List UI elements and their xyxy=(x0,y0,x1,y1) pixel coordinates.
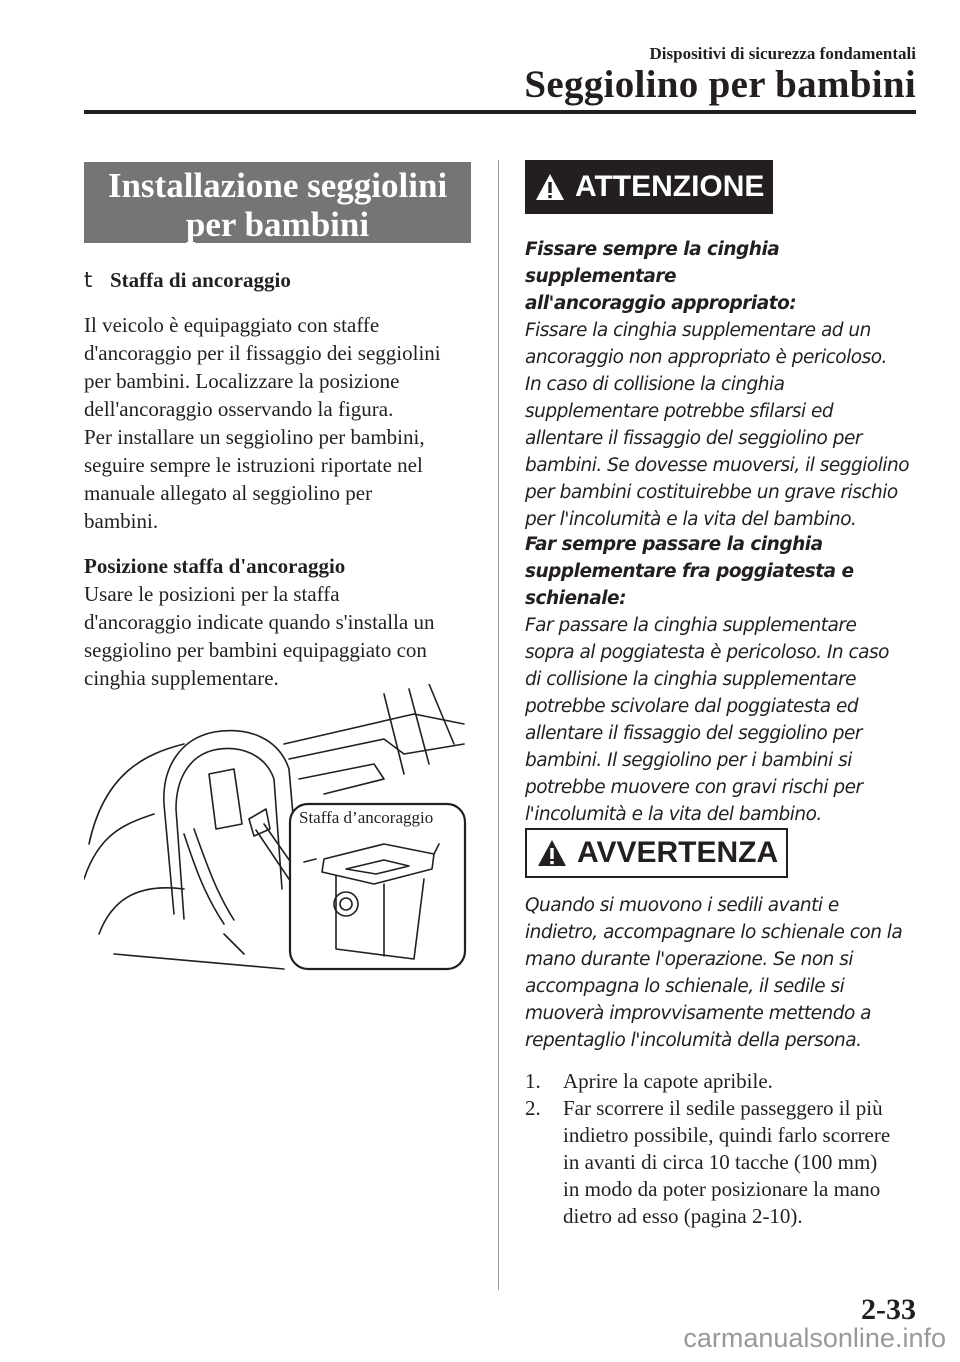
text-line: In caso di collisione la cinghia xyxy=(525,374,785,395)
text-line: seggiolino per bambini equipaggiato con xyxy=(84,638,427,662)
warning-heading-line: Fissare sempre la cinghia supplementare xyxy=(525,239,780,287)
text-line: in modo da poter posizionare la mano xyxy=(563,1177,881,1201)
text-line: bambini. Se dovesse muoversi, il seggiolino xyxy=(525,455,910,476)
text-line: potrebbe scivolare dal poggiatesta ed xyxy=(525,696,859,717)
bullet-heading-text: Staffa di ancoraggio xyxy=(110,268,291,292)
text-line: seguire sempre le istruzioni riportate nel xyxy=(84,453,423,477)
step-number: 2. xyxy=(525,1096,541,1120)
text-line: supplementare potrebbe sfilarsi ed xyxy=(525,401,834,422)
text-line: accompagna lo schienale, il sedile si xyxy=(525,976,845,997)
warning-icon xyxy=(537,839,567,867)
warning-heading-line: all'ancoraggio appropriato: xyxy=(525,293,797,314)
text-line: cinghia supplementare. xyxy=(84,666,279,690)
text-line: muoverà improvvisamente mettendo a xyxy=(525,1003,871,1024)
subheading: Posizione staffa d'ancoraggio xyxy=(84,554,346,578)
text-line: d'ancoraggio per il fissaggio dei seggiolini xyxy=(84,341,441,365)
procedure-steps xyxy=(525,1068,925,1230)
warning-heading-line: Far sempre passare la cinghia xyxy=(525,534,823,555)
text-line: allentare il fissaggio del seggiolino per xyxy=(525,428,862,449)
text-line: indietro, accompagnare lo schienale con la xyxy=(525,922,903,943)
text-line: Fissare la cinghia supplementare ad un xyxy=(525,320,871,341)
page-number: 2-33 xyxy=(861,1293,916,1326)
running-header-title: Seggiolino per bambini xyxy=(524,63,916,106)
text-line: Far scorrere il sedile passeggero il più xyxy=(563,1096,883,1120)
list-item xyxy=(525,1095,925,1230)
intro-paragraph xyxy=(84,311,484,535)
text-line: per bambini costituirebbe un grave rischio xyxy=(525,482,898,503)
text-line: per l'incolumità e la vita del bambino. xyxy=(525,509,857,530)
header-rule xyxy=(84,110,916,114)
text-line: bambini. xyxy=(84,509,159,533)
watermark: carmanualsonline.info xyxy=(683,1323,946,1353)
avvertenza-label xyxy=(525,828,788,878)
section-title: Installazione seggiolini per bambini xyxy=(107,166,448,244)
bullet-mark: t xyxy=(84,268,93,292)
text-line: potrebbe muovere con gravi rischi per xyxy=(525,777,863,798)
text-line: Il veicolo è equipaggiato con staffe xyxy=(84,313,380,337)
step-number: 1. xyxy=(525,1069,541,1093)
text-line: repentaglio l'incolumità della persona. xyxy=(525,1030,862,1051)
warning-heading-line: supplementare fra poggiatesta e schienale: xyxy=(525,561,854,609)
attenzione-text-2 xyxy=(525,531,920,828)
list-item xyxy=(525,1068,925,1095)
position-paragraph xyxy=(84,552,484,692)
running-header-chapter: Dispositivi di sicurezza fondamentali xyxy=(649,44,916,63)
avvertenza-label-text: AVVERTENZA xyxy=(577,836,779,869)
text-line: d'ancoraggio indicate quando s'installa un xyxy=(84,610,435,634)
text-line: ancoraggio non appropriato è pericoloso. xyxy=(525,347,887,368)
text-line: dell'ancoraggio osservando la figura. xyxy=(84,397,394,421)
attenzione-text-1 xyxy=(525,236,920,533)
text-line: Per installare un seggiolino per bambini, xyxy=(84,425,425,449)
avvertenza-text xyxy=(525,892,920,1054)
text-line: l'incolumità e la vita del bambino. xyxy=(525,804,822,825)
text-line: di collisione la cinghia supplementare xyxy=(525,669,857,690)
column-divider xyxy=(498,160,499,1290)
anchor-bracket-illustration xyxy=(84,684,471,974)
warning-icon xyxy=(535,173,565,201)
text-line: indietro possibile, quindi farlo scorrere xyxy=(563,1123,891,1147)
attenzione-label-text: ATTENZIONE xyxy=(575,170,765,203)
text-line: manuale allegato al seggiolino per xyxy=(84,481,373,505)
text-line: Quando si muovono i sedili avanti e xyxy=(525,895,839,916)
text-line: allentare il fissaggio del seggiolino per xyxy=(525,723,862,744)
text-line: bambini. Il seggiolino per i bambini si xyxy=(525,750,852,771)
text-line: mano durante l'operazione. Se non si xyxy=(525,949,854,970)
figure-callout: Staffa d’ancoraggio xyxy=(299,808,434,827)
text-line: in avanti di circa 10 tacche (100 mm) xyxy=(563,1150,878,1174)
text-line: Aprire la capote apribile. xyxy=(563,1069,773,1093)
text-line: Usare le posizioni per la staffa xyxy=(84,582,340,606)
text-line: sopra al poggiatesta è pericoloso. In caso xyxy=(525,642,889,663)
text-line: per bambini. Localizzare la posizione xyxy=(84,369,400,393)
bullet-heading xyxy=(84,268,291,293)
attenzione-label xyxy=(525,160,773,214)
text-line: dietro ad esso (pagina 2-10). xyxy=(563,1204,803,1228)
section-title-box xyxy=(84,162,471,243)
text-line: Far passare la cinghia supplementare xyxy=(525,615,857,636)
